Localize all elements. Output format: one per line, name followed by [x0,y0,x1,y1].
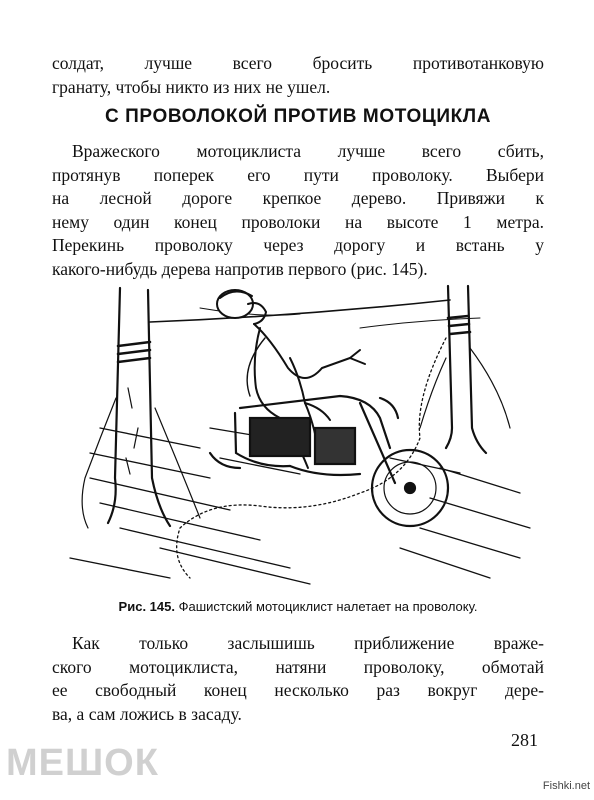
wire [150,300,450,322]
motorcycle-wire-illustration [60,278,540,590]
right-tree [420,286,510,453]
body2-line-2: ского мотоциклиста, натяни проволоку, обмотай [52,656,544,677]
body2-line-3: ее свободный конец несколько раз вокруг дере- [52,680,544,700]
left-tree [82,288,200,528]
watermark-logo: МЕШОК [6,742,159,784]
figure-caption-text: Фашистский мотоциклист налетает на проволоку. [178,599,478,614]
intro-line-1: солдат, лучше всего бросить противотанковую [52,53,544,73]
body-paragraph-2 [52,632,544,726]
wire-slack [177,338,446,578]
body2-line-1: Как только заслышишь приближение враже- [72,633,544,653]
watermark-site: Fishki.net [542,780,590,792]
body1-line-4: нему один конец проволоки на высоте 1 метра. [52,211,544,232]
motorcycle [210,396,448,526]
body2-line-4: ва, а сам ложись в засаду. [52,703,242,724]
body1-line-3: на лесной дороге крепкое дерево. Привяжи к [52,188,544,208]
body1-line-5: Перекинь проволоку через дорогу и встань у [52,235,544,255]
body-paragraph-1 [52,140,544,281]
figure-caption [48,599,548,614]
body1-line-6: какого-нибудь дерева напротив первого (рис. 145). [52,258,428,279]
intro-line-2: гранату, чтобы никто из них не ушел. [52,76,331,97]
figure-label: Рис. 145. [118,599,175,614]
page-number: 281 [511,730,538,750]
section-heading: С ПРОВОЛОКОЙ ПРОТИВ МОТОЦИКЛА [104,106,492,127]
body1-line-1: Вражеского мотоциклиста лучше всего сбить, [72,141,544,161]
body1-line-2: протянув поперек его пути проволоку. Выбери [52,164,544,185]
intro-paragraph [52,52,544,99]
